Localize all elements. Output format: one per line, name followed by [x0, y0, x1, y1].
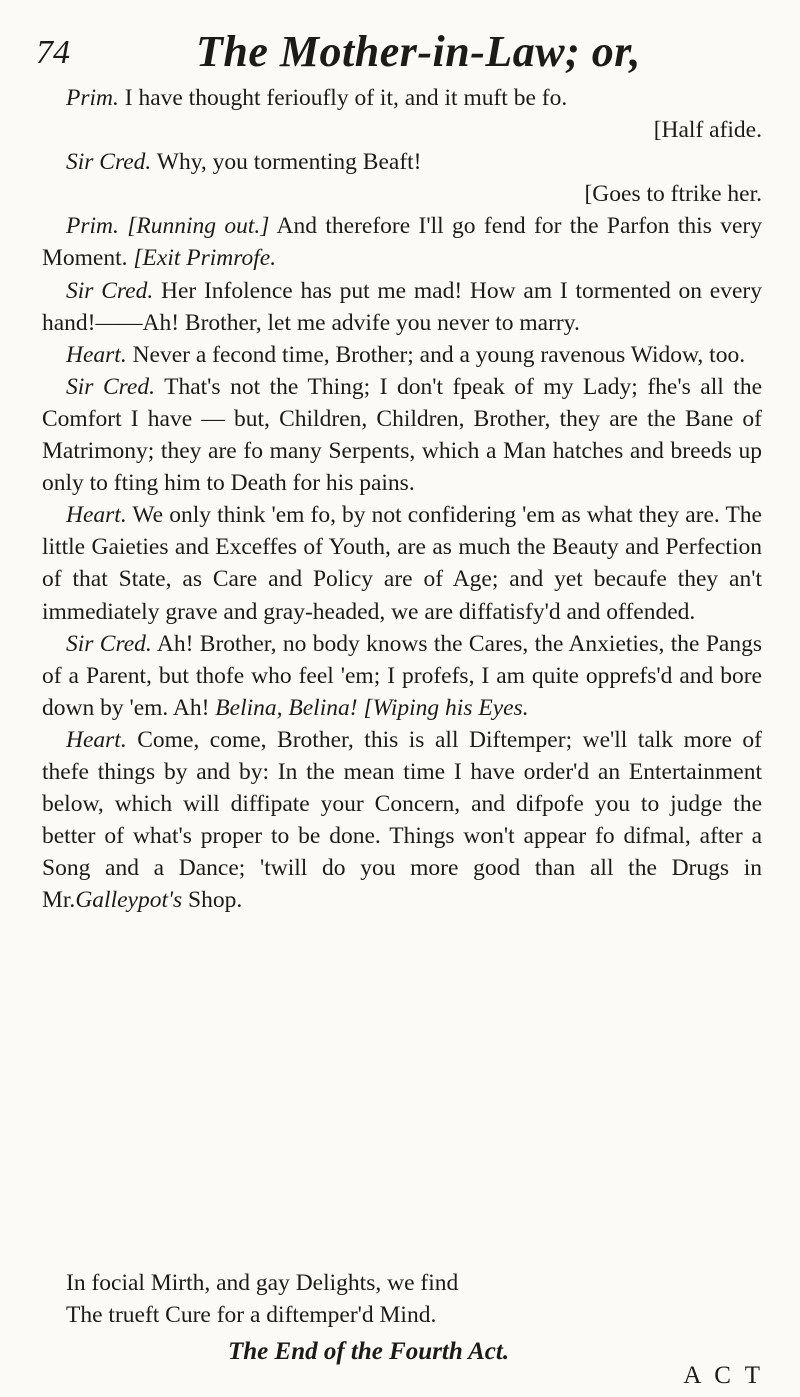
stage-direction-line: [42, 114, 762, 146]
speech-text: Why, you tormenting Beaft!: [156, 149, 422, 176]
stage-direction: [Wiping his Eyes.: [363, 694, 529, 721]
speech: [42, 499, 762, 627]
stage-direction: [Running out.]: [127, 213, 270, 240]
speech: [42, 339, 762, 371]
speaker-name: Heart.: [66, 341, 127, 368]
running-title: The Mother-in-Law; or,: [196, 27, 641, 76]
speech: [42, 275, 762, 339]
speaker-name: Prim.: [66, 85, 119, 111]
stage-direction: [Half afide.: [653, 117, 762, 144]
stage-direction: [Exit Primrofe.: [133, 245, 277, 272]
speech-text-tail: Shop.: [188, 887, 243, 914]
speech: [42, 210, 762, 274]
dialogue-body: [42, 82, 762, 916]
speaker-name: Heart.: [66, 502, 127, 529]
speech: [42, 724, 762, 917]
speech-text: I have thought ferioufly of it, and it muft be fo.: [124, 85, 568, 111]
verse-line: In focial Mirth, and gay Delights, we find: [66, 1270, 459, 1296]
speech-text: Ah! Brother, no body knows the Cares, the Anxieties, the Pangs of a Parent, but thofe who feel 'em; I profefs, I am quite opprefs'd and bore down by 'em. Ah!: [42, 630, 762, 721]
speaker-name: Prim.: [66, 213, 119, 240]
speech: [42, 371, 762, 499]
act-end-line: The End of the Fourth Act.: [228, 1338, 510, 1365]
speech-italic-text: Galleypot's: [75, 887, 183, 914]
speech-text: Come, come, Brother, this is all Diftemper; we'll talk more of thefe things by and by: In the mean time I have order'd an Entertainment below, which will diffipate your Concern, and difpofe you to judge the better of what's proper to be done. Things won't appear fo difmal, after a Song and a Dance; 'twill do you more good than all the Drugs in Mr.: [42, 726, 762, 914]
speech-text: We only think 'em fo, by not confidering 'em as what they are. The little Gaieties and Exceffes of Youth, are as much the Beauty and Perfection of that State, as Care and Policy are of Age; and yet becaufe they an't immediately grave and gray-headed, we are diffatisfy'd and offended.: [42, 502, 762, 625]
speech-text: And therefore I'll go fend for the Parfon this very Moment.: [42, 213, 762, 272]
speech-text: That's not the Thing; I don't fpeak of my Lady; fhe's all the Comfort I have — but, Children, Children, Brother, they are the Bane of Matrimony; they are fo many Serpents, which a Man hatches and breeds up only to fting him to Death for his pains.: [42, 373, 762, 497]
running-head: [36, 14, 756, 74]
speech: [42, 628, 762, 724]
speech-text: Never a fecond time, Brother; and a young ravenous Widow, too.: [132, 341, 746, 368]
stage-direction: [Goes to ftrike her.: [584, 181, 762, 208]
speech-text: Her Infolence has put me mad! How am I tormented on every hand!——Ah! Brother, let me advife you never to marry.: [42, 277, 762, 336]
speech-italic-text: Belina, Belina!: [215, 694, 358, 721]
page-number: 74: [36, 34, 70, 71]
speaker-name: Sir Cred.: [66, 149, 152, 176]
speaker-name: Heart.: [66, 726, 127, 753]
speaker-name: Sir Cred.: [66, 630, 152, 657]
stage-direction-line: [42, 178, 762, 210]
speaker-name: Sir Cred.: [66, 373, 155, 400]
catchword: A C T: [683, 1362, 764, 1389]
speech: [42, 146, 762, 178]
closing-couplet: [42, 1267, 762, 1331]
verse-line: The trueft Cure for a diftemper'd Mind.: [66, 1302, 437, 1328]
speaker-name: Sir Cred.: [66, 277, 154, 304]
speech: [42, 82, 762, 114]
